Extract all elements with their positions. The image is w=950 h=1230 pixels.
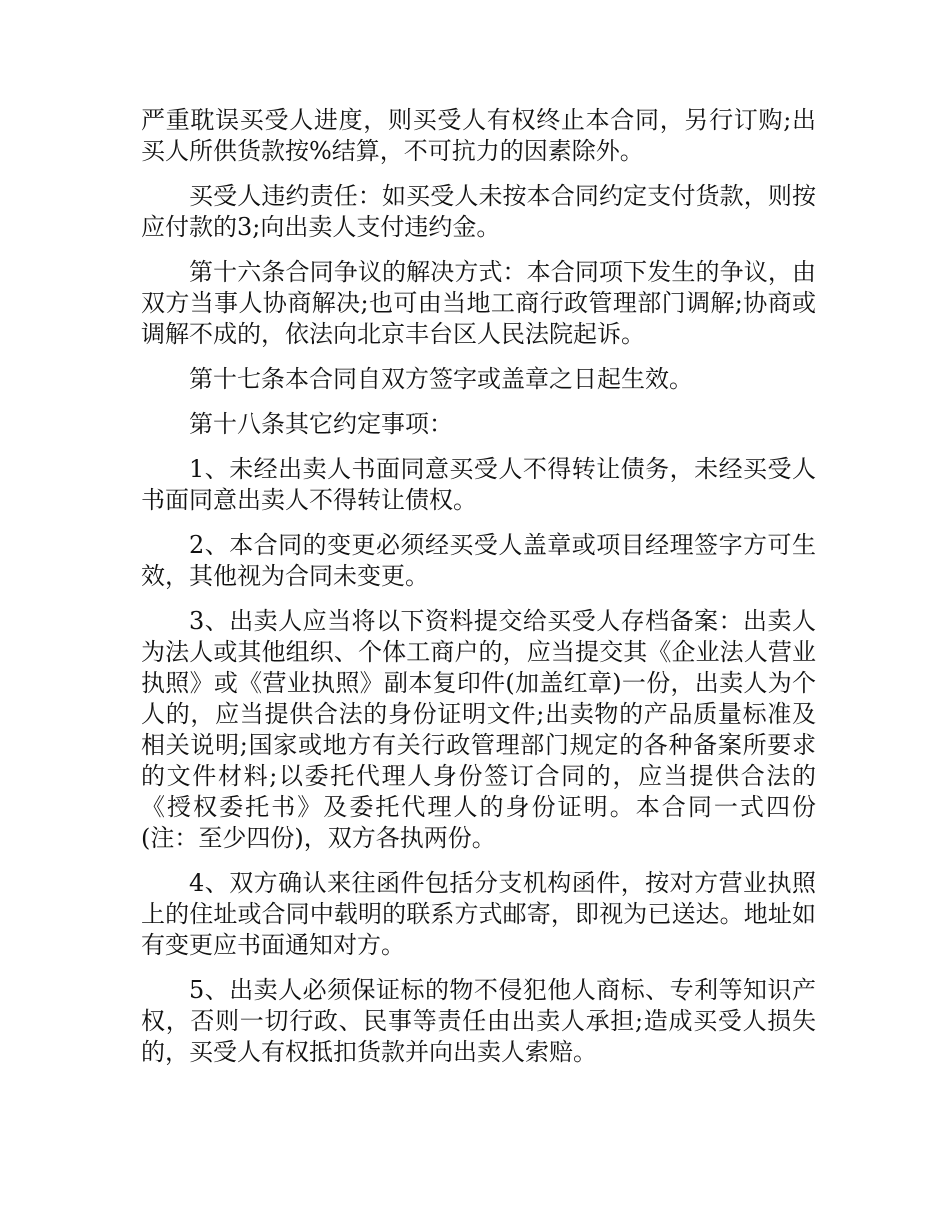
paragraph-article-16: 第十六条合同争议的解决方式：本合同项下发生的争议，由双方当事人协商解决;也可由当地工商行政管理部门调解;协商或调解不成的，依法向北京丰台区人民法院起诉。: [141, 258, 816, 348]
paragraph-item-3: 3、出卖人应当将以下资料提交给买受人存档备案：出卖人为法人或其他组织、个体工商户的，应当提交其《企业法人营业执照》或《营业执照》副本复印件(加盖红章)一份，出卖人为个人的，应当提供合法的身份证明文件;出卖物的产品质量标准及相关说明;国家或地方有关行政管理部门规定的各种备案所要求的文件材料;以委托代理人身份签订合同的，应当提供合法的《授权委托书》及委托代理人的身份证明。本合同一式四份(注：至少四份)，双方各执两份。: [141, 607, 816, 852]
paragraph-item-4: 4、双方确认来往函件包括分支机构函件，按对方营业执照上的住址或合同中载明的联系方式邮寄，即视为已送达。地址如有变更应书面通知对方。: [141, 869, 816, 959]
paragraph-continuation: 严重耽误买受人进度，则买受人有权终止本合同，另行订购;出买人所供货款按%结算，不可抗力的因素除外。: [141, 106, 816, 165]
paragraph-article-18: 第十八条其它约定事项：: [189, 410, 453, 438]
paragraph-item-5: 5、出卖人必须保证标的物不侵犯他人商标、专利等知识产权，否则一切行政、民事等责任由出卖人承担;造成买受人损失的，买受人有权抵扣货款并向出卖人索赔。: [141, 976, 816, 1066]
document-body: [141, 105, 816, 1082]
paragraph-item-1: 1、未经出卖人书面同意买受人不得转让债务，未经买受人书面同意出卖人不得转让债权。: [141, 455, 816, 514]
paragraph-article-17: 第十七条本合同自双方签字或盖章之日起生效。: [189, 365, 693, 393]
paragraph-buyer-liability: 买受人违约责任：如买受人未按本合同约定支付货款，则按应付款的3;向出卖人支付违约金。: [141, 182, 816, 241]
paragraph-item-2: 2、本合同的变更必须经买受人盖章或项目经理签字方可生效，其他视为合同未变更。: [141, 531, 816, 590]
